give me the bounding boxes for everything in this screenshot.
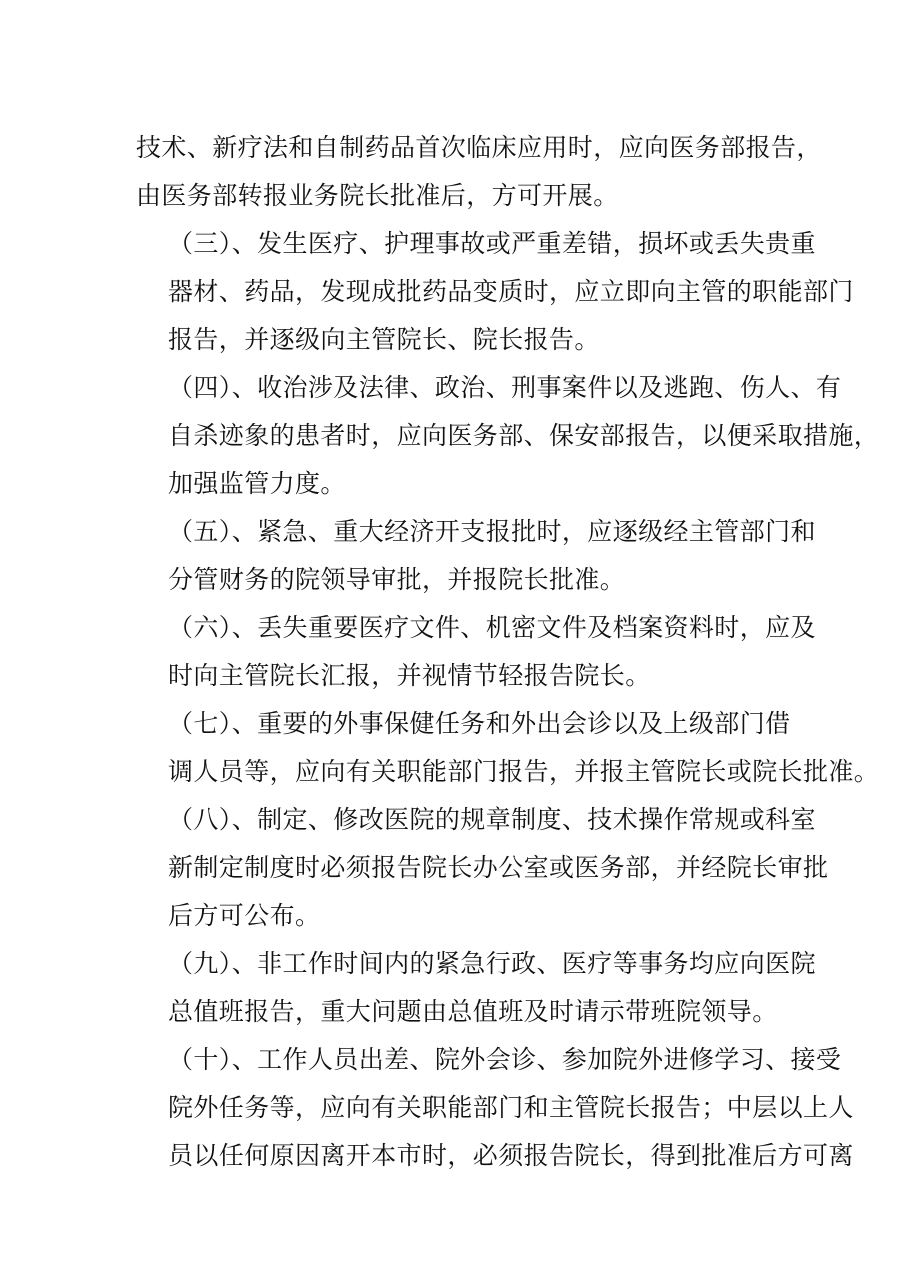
text-line: （七）、重要的外事保健任务和外出会诊以及上级部门借 [168, 709, 791, 738]
text-line: （六）、丢失重要医疗文件、机密文件及档案资料时，应及 [168, 613, 816, 642]
text-line: （十）、工作人员出差、院外会诊、参加院外进修学习、接受 [168, 1045, 842, 1074]
text-line: 分管财务的院领导审批，并报院长批准。 [168, 565, 626, 594]
paragraph-item-4 [136, 364, 880, 508]
text-line: 院外任务等，应向有关职能部门和主管院长报告；中层以上人 [168, 1093, 854, 1122]
paragraph-item-7 [136, 700, 880, 796]
paragraph-continuation [136, 124, 822, 220]
paragraph-item-5 [136, 508, 816, 604]
text-line: 加强监管力度。 [168, 469, 346, 498]
paragraph-item-9 [136, 940, 816, 1036]
text-line: 新制定制度时必须报告院长办公室或医务部，并经院长审批 [168, 853, 829, 882]
text-line: 报告，并逐级向主管院长、院长报告。 [168, 325, 600, 354]
document-body [136, 124, 880, 1180]
text-line: 调人员等，应向有关职能部门报告，并报主管院长或院长批准。 [168, 757, 880, 786]
paragraph-item-10 [136, 1036, 854, 1180]
text-line: （八）、制定、修改医院的规章制度、技术操作常规或科室 [168, 805, 816, 834]
text-line: 器材、药品，发现成批药品变质时，应立即向主管的职能部门 [168, 277, 854, 306]
text-line: （九）、非工作时间内的紧急行政、医疗等事务均应向医院 [168, 949, 816, 978]
text-line: （五）、紧急、重大经济开支报批时，应逐级经主管部门和 [168, 517, 816, 546]
paragraph-item-8 [136, 796, 829, 940]
text-line: （三）、发生医疗、护理事故或严重差错，损坏或丢失贵重 [168, 229, 816, 258]
text-line: 时向主管院长汇报，并视情节轻报告院长。 [168, 661, 651, 690]
text-line: 总值班报告，重大问题由总值班及时请示带班院领导。 [168, 997, 778, 1026]
text-line: 后方可公布。 [168, 901, 321, 930]
paragraph-item-3 [136, 220, 854, 364]
text-line: 自杀迹象的患者时，应向医务部、保安部报告，以便采取措施， [168, 421, 880, 450]
text-line: 由医务部转报业务院长批准后，方可开展。 [136, 181, 619, 210]
text-line: 员以任何原因离开本市时，必须报告院长，得到批准后方可离 [168, 1141, 854, 1170]
text-line: （四）、收治涉及法律、政治、刑事案件以及逃跑、伤人、有 [168, 373, 842, 402]
text-line: 技术、新疗法和自制药品首次临床应用时，应向医务部报告， [136, 133, 822, 162]
paragraph-item-6 [136, 604, 816, 700]
